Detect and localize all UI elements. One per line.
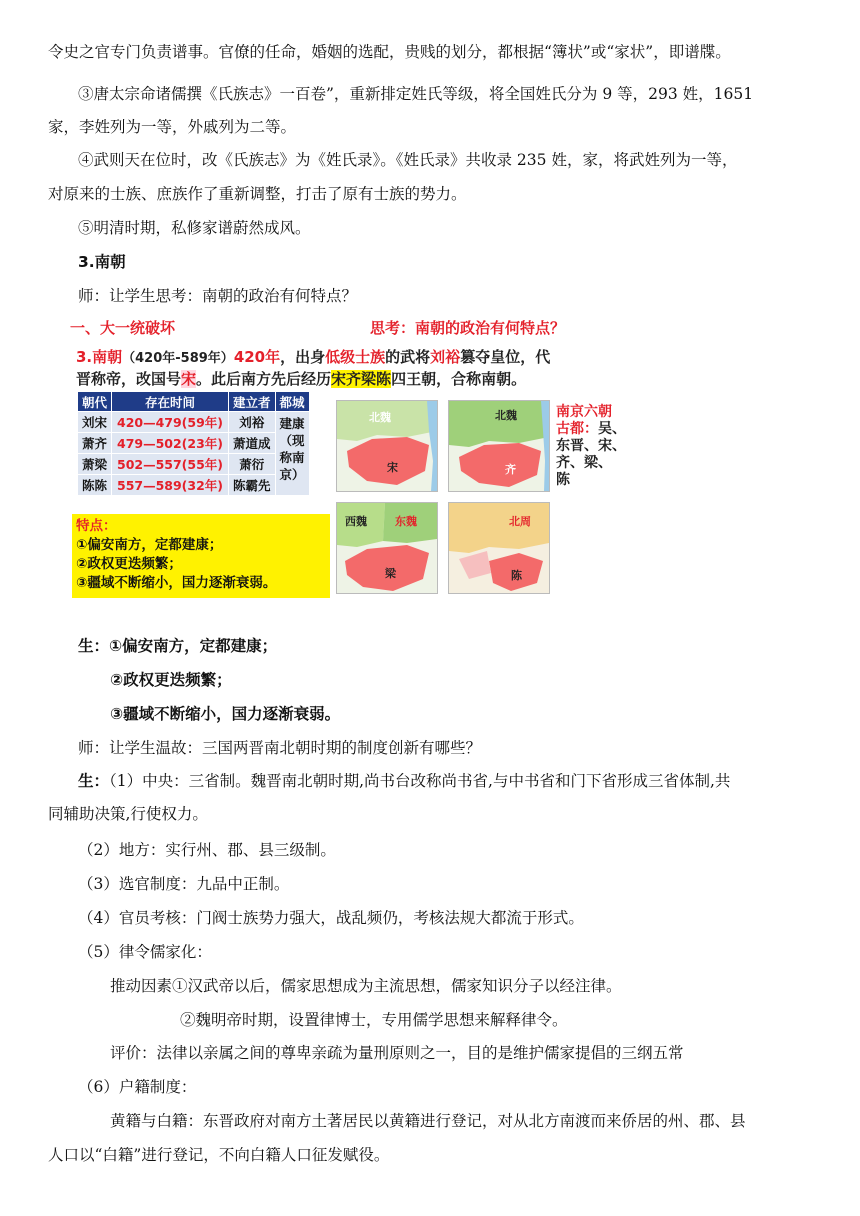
answer-line: ②魏明帝时期，设置律博士，专用儒学思想来解释律令。 — [180, 1011, 568, 1029]
map-liang — [336, 502, 438, 594]
map-qi — [448, 400, 550, 492]
answer-line: （3）选官制度：九品中正制。 — [78, 875, 290, 893]
dynasty-table — [78, 392, 310, 495]
features-box: 特点： ①偏安南方，定都建康； ②政权更迭频繁； ③疆域不断缩小，国力逐渐衰弱。 — [72, 514, 330, 598]
map-label: 北魏 — [369, 411, 391, 424]
map-label: 陈 — [511, 569, 522, 582]
table-header: 朝代 — [78, 392, 112, 412]
student-answer-3: ③疆域不断缩小，国力逐渐衰弱。 — [110, 705, 341, 723]
map-chen — [448, 502, 550, 594]
answer-line: 生：（1）中央：三省制。魏晋南北朝时期,尚书台改称尚书省,与中书省和门下省形成三省体制,共 — [78, 772, 731, 790]
answer-line: 推动因素①汉武帝以后，儒家思想成为主流思想，儒家知识分子以经注律。 — [110, 977, 622, 995]
map-label: 西魏 — [345, 515, 367, 528]
map-label: 梁 — [385, 567, 396, 580]
answer-line: 人口以“白籍”进行登记，不向白籍人口征发赋役。 — [48, 1146, 390, 1164]
map-label: 东魏 — [395, 515, 417, 528]
table-row: 陈陈 557—589(32年) 陈霸先 — [78, 475, 309, 496]
paragraph-line: ④武则天在位时，改《氏族志》为《姓氏录》。《姓氏录》共收录 235 姓，家，将武姓列为一等， — [78, 151, 738, 169]
answer-line: （5）律令儒家化： — [78, 943, 212, 961]
answer-line: 同辅助决策,行使权力。 — [48, 805, 208, 823]
answer-line: 黄籍与白籍：东晋政府对南方土著居民以黄籍进行登记，对从北方南渡而来侨居的州、郡、县 — [110, 1112, 746, 1130]
table-row: 萧梁 502—557(55年) 萧衍 — [78, 454, 309, 475]
slide-heading-left: 一、大一统破坏 — [70, 319, 176, 337]
answer-line: （6）户籍制度： — [78, 1078, 197, 1096]
table-row: 刘宋 420—479(59年) 刘裕 建康 （现 称南 京） — [78, 412, 309, 433]
table-header: 都城 — [275, 392, 309, 412]
map-label: 齐 — [505, 463, 516, 476]
student-answer-1: 生：①偏安南方，定都建康； — [78, 637, 278, 655]
table-header: 存在时间 — [112, 392, 229, 412]
capital-cell: 建康 （现 称南 京） — [275, 412, 309, 496]
slide-heading-right: 思考：南朝的政治有何特点？ — [370, 319, 566, 337]
teacher-question: 师：让学生思考：南朝的政治有何特点？ — [78, 287, 358, 305]
map-label: 宋 — [387, 461, 398, 474]
table-header: 建立者 — [229, 392, 276, 412]
section-title: 3.南朝 — [78, 253, 126, 271]
slide-intro-line-2: 晋称帝，改国号宋。此后南方先后经历宋齐梁陈四王朝，合称南朝。 — [76, 370, 527, 388]
slide-image — [70, 312, 626, 608]
table-row: 萧齐 479—502(23年) 萧道成 — [78, 433, 309, 454]
paragraph-line: 家，李姓列为一等，外戚列为二等。 — [48, 118, 297, 136]
answer-line: （4）官员考核：门阀士族势力强大，战乱频仍，考核法规大都流于形式。 — [78, 909, 584, 927]
paragraph-line: 令史之官专门负责谱事。官僚的任命，婚姻的选配，贵贱的划分，都根据“簿状”或“家状”，即谱牒。 — [48, 43, 731, 61]
map-song — [336, 400, 438, 492]
teacher-question-2: 师：让学生温故：三国两晋南北朝时期的制度创新有哪些？ — [78, 739, 482, 757]
slide-intro-line-1: 3.南朝（420年-589年）420年，出身低级士族的武将刘裕篡夺皇位，代 — [76, 348, 551, 366]
student-answer-2: ②政权更迭频繁； — [110, 671, 232, 689]
paragraph-line: ③唐太宗命诸儒撰《氏族志》一百卷”，重新排定姓氏等级，将全国姓氏分为 9 等，293 姓，1651 — [78, 85, 754, 103]
nanjing-note: 南京六朝 古都：吴、 东晋、宋、 齐、梁、 陈 — [556, 404, 626, 488]
paragraph-line: ⑤明清时期，私修家谱蔚然成风。 — [78, 219, 311, 237]
answer-line: （2）地方：实行州、郡、县三级制。 — [78, 841, 336, 859]
paragraph-line: 对原来的士族、庶族作了重新调整，打击了原有士族的势力。 — [48, 185, 467, 203]
answer-line: 评价：法律以亲属之间的尊卑亲疏为量刑原则之一，目的是维护儒家提倡的三纲五常 — [110, 1044, 684, 1062]
map-label: 北周 — [509, 515, 531, 528]
map-label: 北魏 — [495, 409, 517, 422]
